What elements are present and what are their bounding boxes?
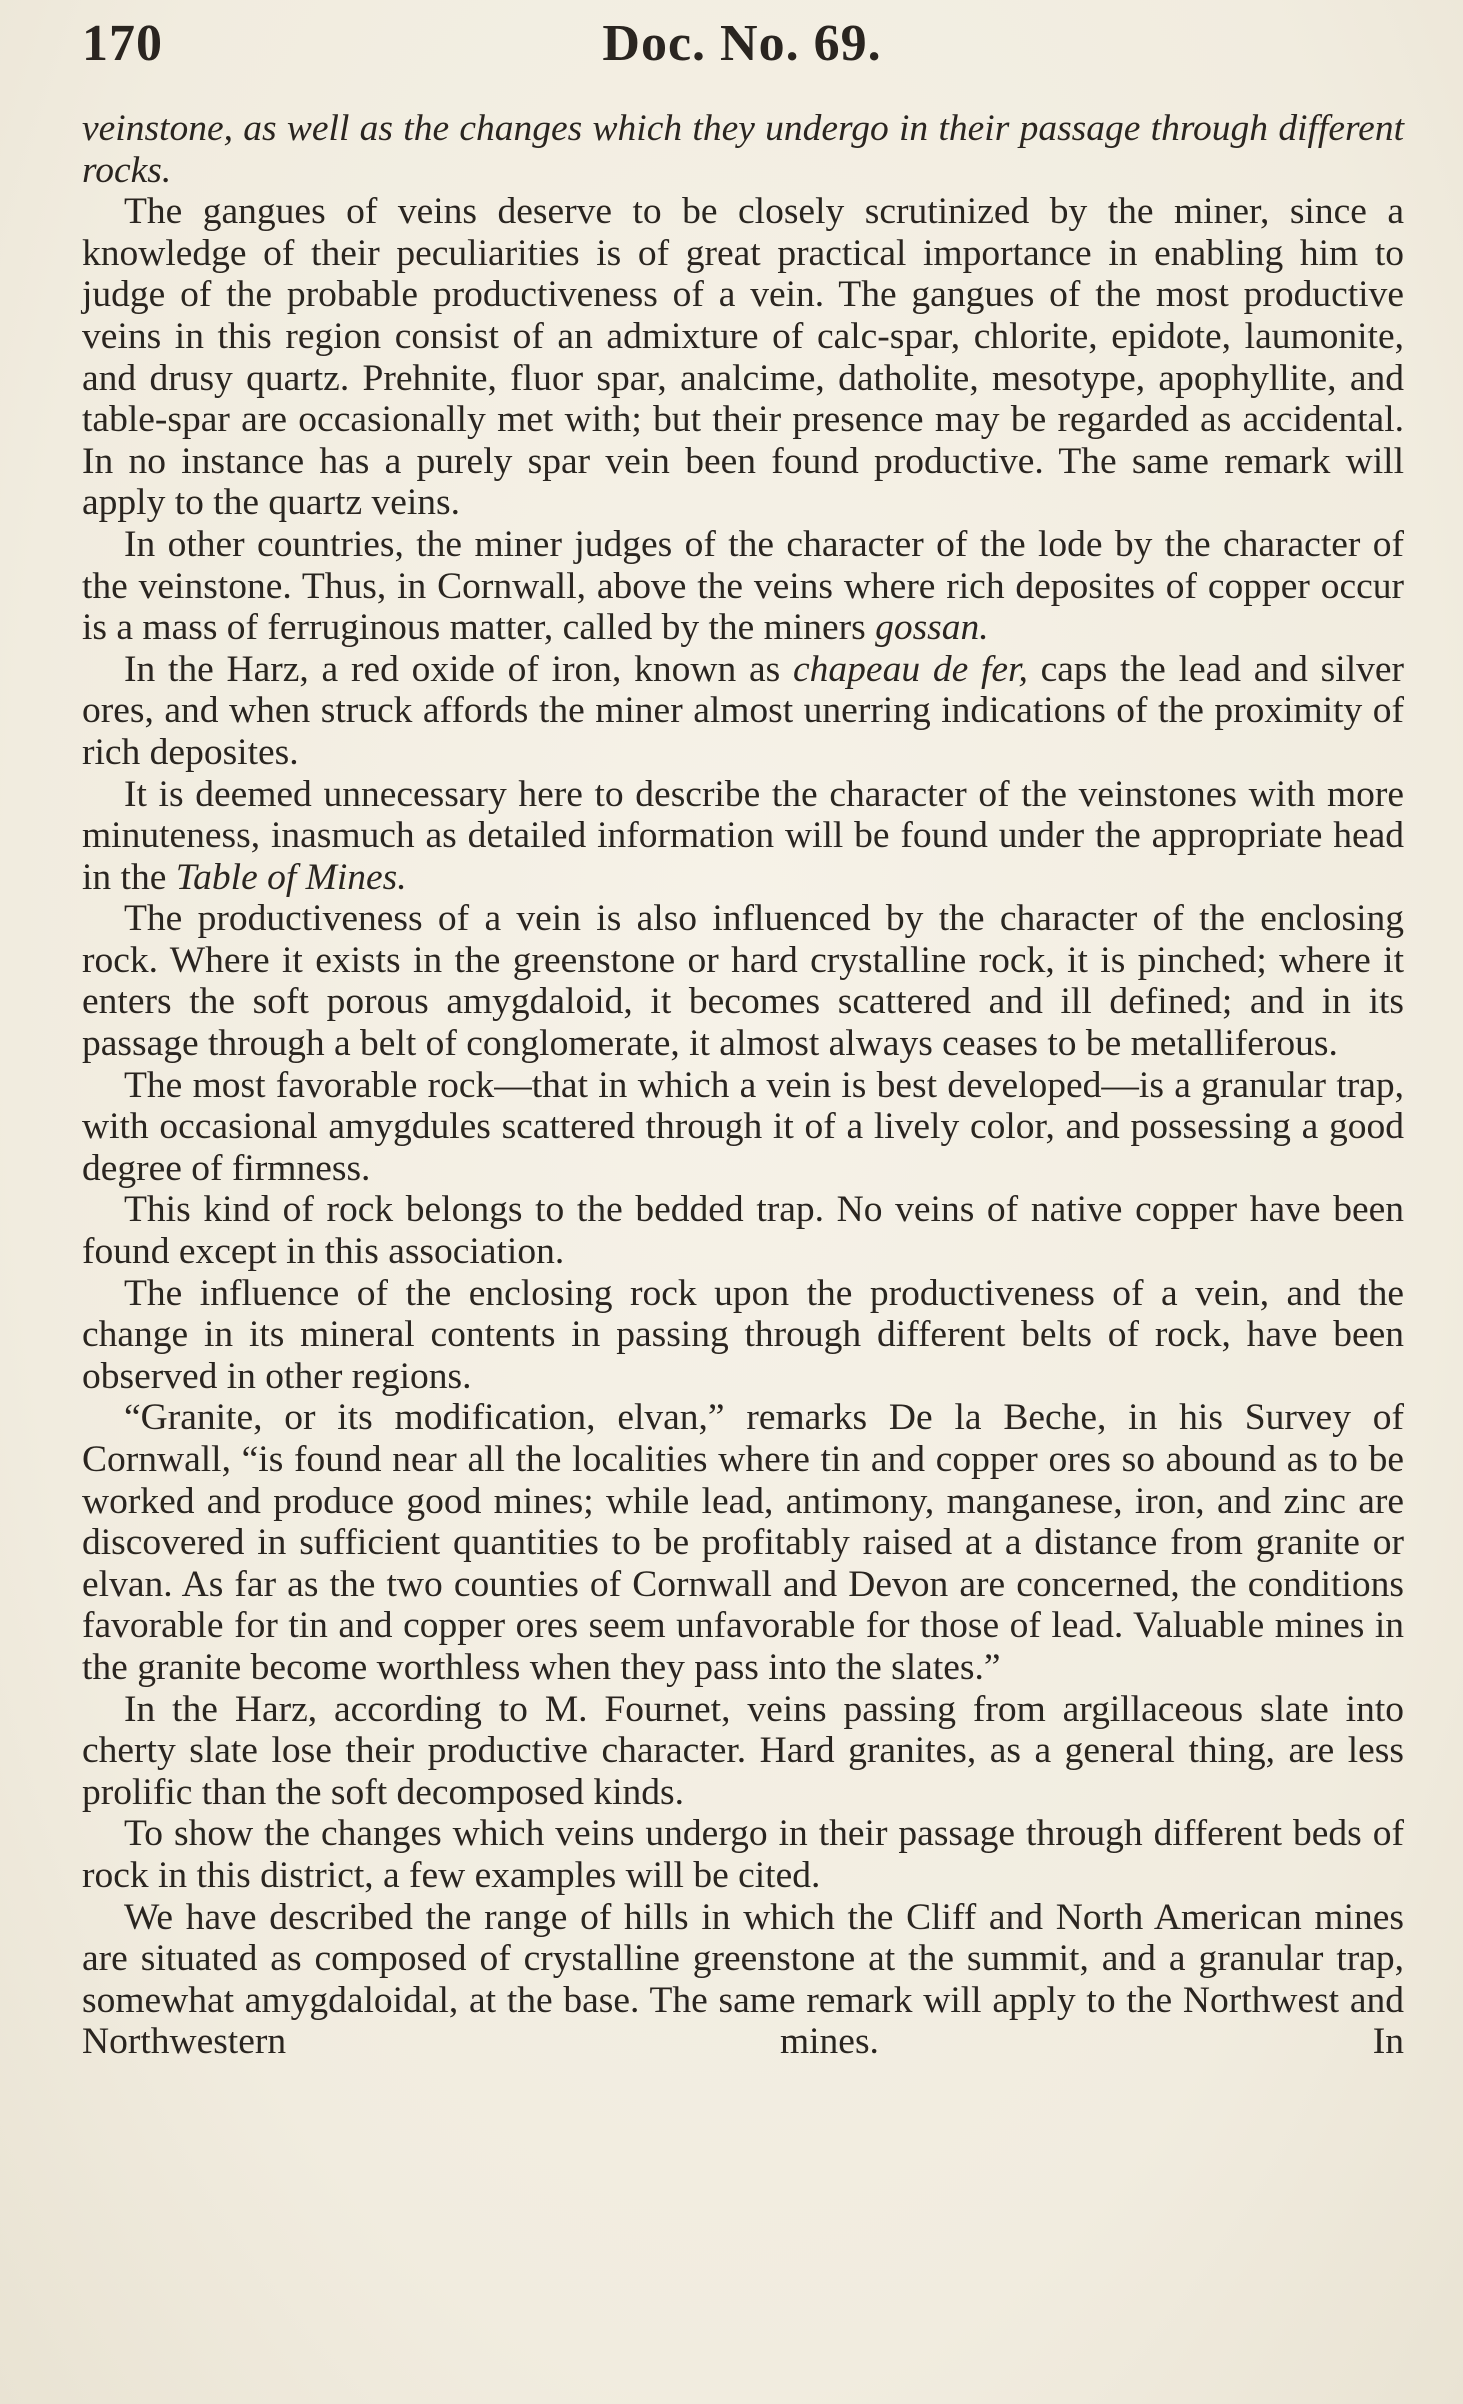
page-number: 170 — [82, 15, 163, 72]
paragraph-text: The most favorable rock—that in which a vein is best developed—is a granular trap, with occasional amygdules scattered through it of a lively color, and possessing a good degree of firmness. — [82, 1064, 1404, 1189]
paragraph-text: We have described the range of hills in which the Cliff and North American mines are situated as composed of crystalline greenstone at the summit, and a granular trap, somewhat amygdaloidal, at the base. The same remark will apply to the Northwest and Northwestern mines. In — [82, 1896, 1404, 2063]
paragraph-text: To show the changes which veins undergo in their passage through different beds of rock in this district, a few examples will be cited. — [82, 1813, 1404, 1896]
paragraph-text: In the Harz, a red oxide of iron, known as — [124, 648, 794, 690]
paragraph-text: This kind of rock belongs to the bedded trap. No veins of native copper have been found except in this association. — [82, 1189, 1404, 1273]
paragraph-text: The influence of the enclosing rock upon the productiveness of a vein, and the change in its mineral contents in passing through different belts of rock, have been observed in other regions. — [82, 1272, 1404, 1397]
paragraph-text: The gangues of veins deserve to be closely scrutinized by the miner, since a knowledge of their peculiarities is of great practical importance in enabling him to judge of the probable productiveness of a vein. The gangues of the most productive veins in this region consist of an admixture of calc-spar, chlorite, epidote, laumonite, and drusy quartz. Prehnite, fluor spar, analcime, datholite, mesotype, apophyllite, and table-spar are occasionally met with; but their presence may be regarded as accidental. In no instance has a purely spar vein been found productive. The same remark will apply to the quartz veins. — [82, 191, 1404, 524]
running-head: Doc. No. 69. — [602, 15, 882, 72]
paragraph-text: It is deemed unnecessary here to describe the character of the veinstones with more minuteness, inasmuch as detailed information will be found under the appropriate head in the — [82, 773, 1404, 898]
paragraph-text: “Granite, or its modification, elvan,” remarks De la Beche, in his Survey of Cornwall, “is found near all the localities where tin and copper ores so abound as to be worked and produce good mines; while lead, antimony, manganese, iron, and zinc are discovered in sufficient quantities to be profitably raised at a distance from granite or elvan. As far as the two counties of Cornwall and Devon are concerned, the conditions favorable for tin and copper ores seem unfavorable for those of lead. Valuable mines in the granite become worthless when they pass into the slates.” — [82, 1397, 1404, 1688]
paragraph — [82, 1397, 1404, 1688]
italic-term: gossan. — [875, 607, 989, 649]
paragraph — [82, 1189, 1404, 1272]
paragraph — [82, 898, 1404, 1064]
paragraph-text: In the Harz, according to M. Fournet, veins passing from argillaceous slate into cherty slate lose their productive character. Hard granites, as a general thing, are less prolific than the soft decomposed kinds. — [82, 1688, 1404, 1813]
italic-title: Table of Mines. — [175, 856, 407, 898]
paragraph — [82, 1897, 1404, 2063]
paragraph — [82, 524, 1404, 649]
italic-term: chapeau de fer, — [793, 648, 1028, 690]
body-text — [82, 108, 1404, 2063]
paragraph — [82, 1273, 1404, 1398]
paragraph — [82, 191, 1404, 524]
paragraph-text: In other countries, the miner judges of the character of the lode by the character of the veinstone. Thus, in Cornwall, above the veins where rich deposites of copper occur is a mass of ferruginous matter, called by the miners — [82, 523, 1404, 649]
paragraph — [82, 774, 1404, 899]
paragraph — [82, 649, 1404, 774]
paragraph — [82, 108, 1404, 191]
paragraph — [82, 1813, 1404, 1896]
paragraph-text: The productiveness of a vein is also influenced by the character of the enclosing rock. Where it exists in the greenstone or hard crystalline rock, it is pinched; where it enters the soft porous amygdaloid, it becomes scattered and ill defined; and in its passage through a belt of conglomerate, it almost always ceases to be metalliferous. — [82, 898, 1404, 1065]
paragraph — [82, 1065, 1404, 1190]
paragraph-text: caps the lead and silver ores, and when struck affords the miner almost unerring indications of the proximity of rich deposites. — [82, 648, 1404, 773]
paragraph-text: veinstone, as well as the changes which they undergo in their passage through different rocks. — [82, 108, 1404, 191]
page-header — [82, 14, 1402, 84]
paragraph — [82, 1689, 1404, 1814]
